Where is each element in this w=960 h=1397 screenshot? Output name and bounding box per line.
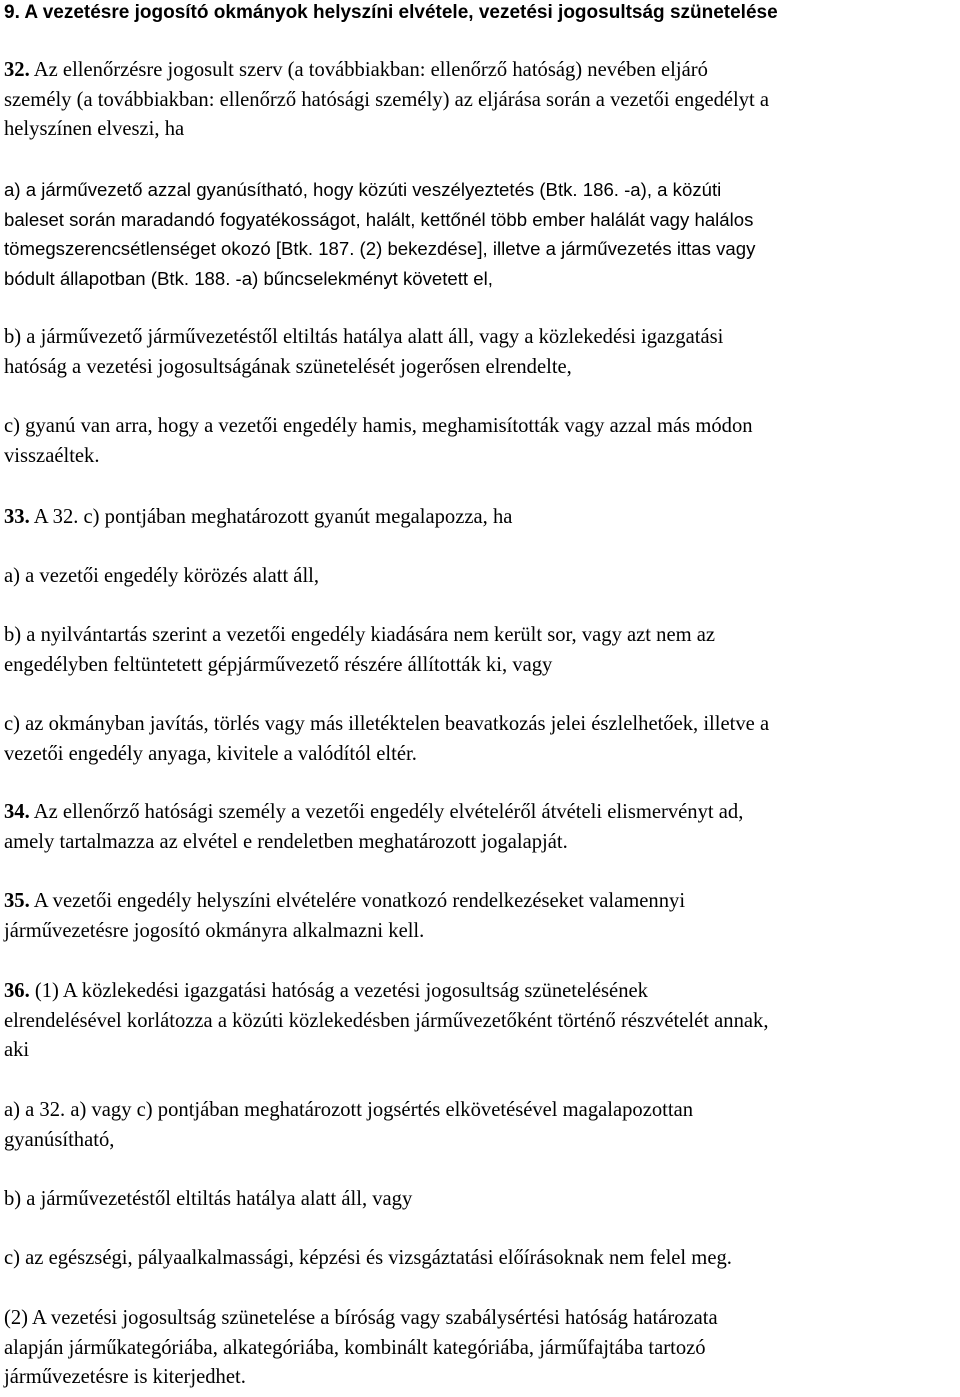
paragraph-line [4, 503, 956, 533]
paragraph-p32c [4, 412, 956, 471]
paragraph-text: személy (a továbbiakban: ellenőrző hatósági személy) az eljárása során a vezetői engedélyt a [4, 88, 770, 111]
paragraph-p32 [4, 56, 956, 145]
paragraph-line [4, 353, 956, 383]
paragraph-line [4, 56, 956, 86]
paragraph-text: b) a járművezető járművezetéstől eltiltás hatálya alatt áll, vagy a közlekedési igazgatási [4, 326, 724, 348]
paragraph-p32a [4, 175, 956, 293]
paragraph-p33b [4, 621, 956, 680]
paragraph-p36_2 [4, 1304, 956, 1393]
paragraph-text: elrendelésével korlátozza a közúti közlekedésben járművezetőként történő részvételét annak, [4, 1009, 769, 1032]
paragraph-line [4, 1185, 956, 1215]
paragraph-line [4, 1304, 956, 1334]
paragraph-p33c [4, 710, 956, 769]
paragraph-p33 [4, 503, 956, 533]
paragraph-line [4, 264, 956, 294]
paragraph-line [4, 1334, 956, 1364]
paragraph-line [4, 977, 956, 1007]
paragraph-number: 33. [4, 506, 30, 528]
section-heading: 9. A vezetésre jogosító okmányok helyszíni elvétele, vezetési jogosultság szünetelése [4, 2, 778, 23]
paragraph-text: a) a vezetői engedély körözés alatt áll, [4, 565, 320, 587]
paragraph-text: (1) A közlekedési igazgatási hatóság a vezetési jogosultság szünetelésének [29, 980, 648, 1002]
paragraph-text: Az ellenőrzésre jogosult szerv (a továbbiakban: ellenőrző hatóság) nevében eljáró [29, 59, 708, 81]
paragraph-text: vezetői engedély anyaga, kivitele a valódítól eltér. [4, 742, 417, 765]
paragraph-text: engedélyben feltüntetett gépjárművezető részére állították ki, vagy [4, 653, 553, 676]
paragraph-p36 [4, 977, 956, 1066]
paragraph-text: tömegszerencsétlenséget okozó [Btk. 187. (2) bekezdése], illetve a járművezetés ittas vagy [4, 238, 756, 259]
paragraph-line [4, 234, 956, 264]
paragraph-line [4, 115, 956, 145]
paragraph-text: c) az okmányban javítás, törlés vagy más illetéktelen beavatkozás jelei észlelhetőek, illetve a [4, 713, 770, 735]
paragraph-text: hatóság a vezetési jogosultságának szünetelését jogerősen elrendelte, [4, 355, 572, 378]
paragraph-line [4, 562, 956, 592]
paragraph-line [4, 323, 956, 353]
paragraph-p36b [4, 1185, 956, 1215]
paragraph-line [4, 1126, 956, 1156]
paragraph-text: Az ellenőrző hatósági személy a vezetői engedély elvételéről átvételi elismervényt ad, [29, 801, 744, 823]
paragraph-text: amely tartalmazza az elvétel e rendeletben meghatározott jogalapját. [4, 830, 568, 853]
paragraph-text: járművezetésre jogosító okmányra alkalmazni kell. [4, 919, 425, 942]
paragraph-p36a [4, 1096, 956, 1155]
paragraph-line [4, 1363, 956, 1393]
paragraph-number: 34. [4, 801, 30, 823]
paragraph-text: A 32. c) pontjában meghatározott gyanút megalapozza, ha [29, 506, 513, 528]
paragraph-text: A vezetői engedély helyszíni elvételére vonatkozó rendelkezéseket valamennyi [29, 890, 686, 912]
paragraph-text: aki [4, 1039, 30, 1061]
paragraph-text: a) a 32. a) vagy c) pontjában meghatározott jogsértés elkövetésével magalapozottan [4, 1099, 694, 1121]
paragraph-line [4, 828, 956, 858]
paragraph-line [4, 1036, 956, 1066]
paragraph-text: (2) A vezetési jogosultság szünetelése a bíróság vagy szabálysértési hatóság határozata [4, 1307, 718, 1329]
paragraph-text: gyanúsítható, [4, 1128, 115, 1151]
paragraph-line [4, 621, 956, 651]
paragraph-text: c) gyanú van arra, hogy a vezetői engedély hamis, meghamisították vagy azzal más módon [4, 415, 753, 437]
paragraph-number: 36. [4, 980, 30, 1002]
paragraph-line [4, 442, 956, 472]
paragraph-text: járművezetésre is kiterjedhet. [4, 1366, 246, 1388]
paragraph-p35 [4, 887, 956, 946]
paragraph-text: bódult állapotban (Btk. 188. -a) bűncselekményt követett el, [4, 267, 493, 289]
paragraph-number: 35. [4, 890, 30, 912]
paragraph-line [4, 887, 956, 917]
paragraph-text: alapján járműkategóriába, alkategóriába, kombinált kategóriába, járműfajtába tartozó [4, 1336, 706, 1359]
paragraph-line [4, 710, 956, 740]
paragraph-p34 [4, 798, 956, 857]
paragraph-number: 32. [4, 59, 30, 81]
paragraph-text: c) az egészségi, pályaalkalmassági, képzési és vizsgáztatási előírásoknak nem felel meg. [4, 1247, 732, 1269]
paragraph-text: baleset során maradandó fogyatékosságot, halált, kettőnél több ember halálát vagy halálos [4, 208, 754, 230]
paragraph-line [4, 1096, 956, 1126]
paragraph-p36c [4, 1244, 956, 1274]
paragraph-line [4, 651, 956, 681]
paragraph-p32b [4, 323, 956, 382]
paragraph-line [4, 1007, 956, 1037]
paragraph-text: a) a járművezető azzal gyanúsítható, hogy közúti veszélyeztetés (Btk. 186. -a), a közúti [4, 179, 722, 200]
paragraph-line [4, 1244, 956, 1274]
paragraph-line [4, 740, 956, 770]
paragraph-line [4, 412, 956, 442]
paragraph-line [4, 86, 956, 116]
paragraph-text: visszaéltek. [4, 444, 100, 467]
paragraph-text: b) a járművezetéstől eltiltás hatálya alatt áll, vagy [4, 1188, 413, 1210]
paragraph-text: helyszínen elveszi, ha [4, 118, 185, 140]
paragraph-text: b) a nyilvántartás szerint a vezetői engedély kiadására nem került sor, vagy azt nem az [4, 624, 716, 646]
paragraph-line [4, 205, 956, 235]
paragraph-line [4, 798, 956, 828]
paragraph-p33a [4, 562, 956, 592]
paragraph-line [4, 917, 956, 947]
paragraph-line [4, 175, 956, 205]
